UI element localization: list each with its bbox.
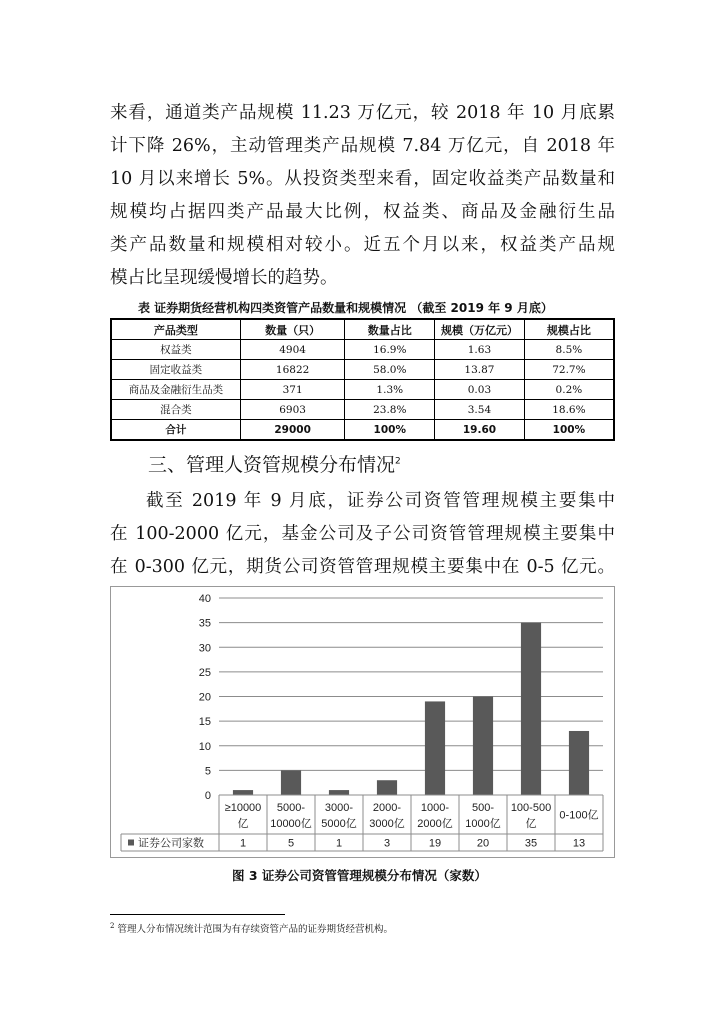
- table-cell: 29000: [240, 420, 345, 441]
- y-tick-label: 35: [198, 617, 211, 630]
- table-cell: 混合类: [111, 400, 240, 420]
- category-label: 3000-: [324, 802, 354, 814]
- data-value: 13: [572, 837, 586, 850]
- y-tick-label: 30: [198, 642, 211, 655]
- figure-caption: 图 3 证券公司资管管理规模分布情况（家数）: [232, 868, 487, 883]
- table-row: [111, 360, 614, 380]
- text-line: 截至 2019 年 9 月底，证券公司资管管理规模主要集中: [146, 491, 615, 511]
- y-tick-label: 15: [198, 716, 211, 729]
- table-cell: 0.2%: [524, 380, 614, 400]
- category-label: 3000亿: [369, 818, 405, 830]
- data-value: 20: [476, 837, 490, 850]
- y-tick-label: 0: [204, 790, 211, 802]
- y-tick-label: 25: [198, 666, 211, 679]
- footnote-mark: 2: [110, 921, 115, 930]
- data-value: 1: [239, 837, 247, 850]
- table-cell: 合计: [111, 420, 240, 441]
- section-title: 三、管理人资管规模分布情况: [148, 454, 396, 476]
- table-cell: 16.9%: [345, 340, 435, 360]
- table-cell: 16822: [240, 360, 345, 380]
- table-cell: 1.63: [435, 340, 525, 360]
- data-value: 5: [287, 837, 295, 850]
- table-cell: 权益类: [111, 340, 240, 360]
- footnote-text: 管理人分布情况统计范围为有存续资管产品的证券期货经营机构。: [117, 924, 394, 935]
- product-table: [110, 318, 615, 441]
- table-cell: 100%: [345, 420, 435, 441]
- y-tick-label: 20: [198, 691, 211, 704]
- table-total-row: [111, 420, 614, 441]
- bar: [521, 623, 541, 795]
- category-label: 10000亿: [270, 818, 312, 830]
- table-cell: 13.87: [435, 360, 525, 380]
- bar: [377, 780, 397, 795]
- category-label: 500-: [471, 802, 495, 814]
- section-heading: [148, 450, 401, 477]
- text-line: 类产品数量和规模相对较小。近五个月以来，权益类产品规: [110, 235, 615, 255]
- footnote-divider: [110, 914, 285, 915]
- table-header: 产品类型: [111, 319, 240, 340]
- category-label: 亿: [237, 818, 249, 830]
- footnote-ref: 2: [395, 456, 401, 467]
- table-header-row: [111, 319, 614, 340]
- category-label: 100-500: [510, 802, 552, 814]
- table-cell: 72.7%: [524, 360, 614, 380]
- category-label: ≥10000: [224, 802, 262, 814]
- y-tick-label: 10: [198, 740, 211, 753]
- bar: [329, 790, 349, 795]
- legend-label: 证券公司家数: [138, 837, 204, 850]
- table-cell: 100%: [524, 420, 614, 441]
- table-row: [111, 400, 614, 420]
- category-label: 5000亿: [321, 818, 357, 830]
- table-cell: 4904: [240, 340, 345, 360]
- text-line: 计下降 26%，主动管理类产品规模 7.84 万亿元，自 2018 年: [110, 136, 615, 156]
- data-value: 35: [524, 837, 538, 850]
- y-tick-label: 40: [198, 593, 211, 605]
- text-line: 来看，通道类产品规模 11.23 万亿元，较 2018 年 10 月底累: [110, 103, 615, 123]
- footnote: [110, 921, 393, 935]
- bar: [473, 697, 493, 796]
- table-cell: 0.03: [435, 380, 525, 400]
- text-line: 规模均占据四类产品最大比例，权益类、商品及金融衍生品: [110, 202, 615, 222]
- category-label: 1000-: [420, 802, 450, 814]
- bar-chart: [111, 587, 614, 857]
- table-row: [111, 380, 614, 400]
- category-label: 0-100亿: [559, 809, 599, 822]
- table-cell: 3.54: [435, 400, 525, 420]
- category-label: 5000-: [276, 802, 306, 814]
- paragraph-1: [110, 97, 615, 295]
- data-value: 1: [335, 837, 343, 850]
- category-label: 2000-: [372, 802, 402, 814]
- table-header: 规模（万亿元）: [435, 319, 525, 340]
- table-header: 数量（只）: [240, 319, 345, 340]
- table-cell: 固定收益类: [111, 360, 240, 380]
- table-header: 数量占比: [345, 319, 435, 340]
- bar: [281, 770, 301, 795]
- table-cell: 8.5%: [524, 340, 614, 360]
- y-tick-label: 5: [204, 765, 211, 778]
- legend-key: [128, 840, 134, 846]
- category-label: 亿: [525, 818, 537, 830]
- data-value: 19: [428, 837, 442, 850]
- text-line: 在 0-300 亿元，期货公司资管管理规模主要集中在 0-5 亿元。: [110, 557, 615, 577]
- chart-container: [110, 586, 615, 858]
- table-caption: 表 证券期货经营机构四类资管产品数量和规模情况 （截至 2019 年 9 月底）: [138, 301, 553, 315]
- table-header: 规模占比: [524, 319, 614, 340]
- table-cell: 371: [240, 380, 345, 400]
- table-cell: 18.6%: [524, 400, 614, 420]
- bar: [233, 790, 253, 795]
- text-line: 10 月以来增长 5%。从投资类型来看，固定收益类产品数量和: [110, 169, 615, 189]
- table-cell: 1.3%: [345, 380, 435, 400]
- category-label: 1000亿: [465, 818, 501, 830]
- table-cell: 6903: [240, 400, 345, 420]
- table-cell: 23.8%: [345, 400, 435, 420]
- bar: [569, 731, 589, 795]
- table-row: [111, 340, 614, 360]
- table-cell: 商品及金融衍生品类: [111, 380, 240, 400]
- table-cell: 19.60: [435, 420, 525, 441]
- paragraph-2: [110, 485, 615, 584]
- data-value: 3: [383, 837, 391, 850]
- bar: [425, 701, 445, 795]
- category-label: 2000亿: [417, 818, 453, 830]
- table-cell: 58.0%: [345, 360, 435, 380]
- text-line: 在 100-2000 亿元，基金公司及子公司资管管理规模主要集中: [110, 524, 615, 544]
- text-line: 模占比呈现缓慢增长的趋势。: [110, 268, 338, 288]
